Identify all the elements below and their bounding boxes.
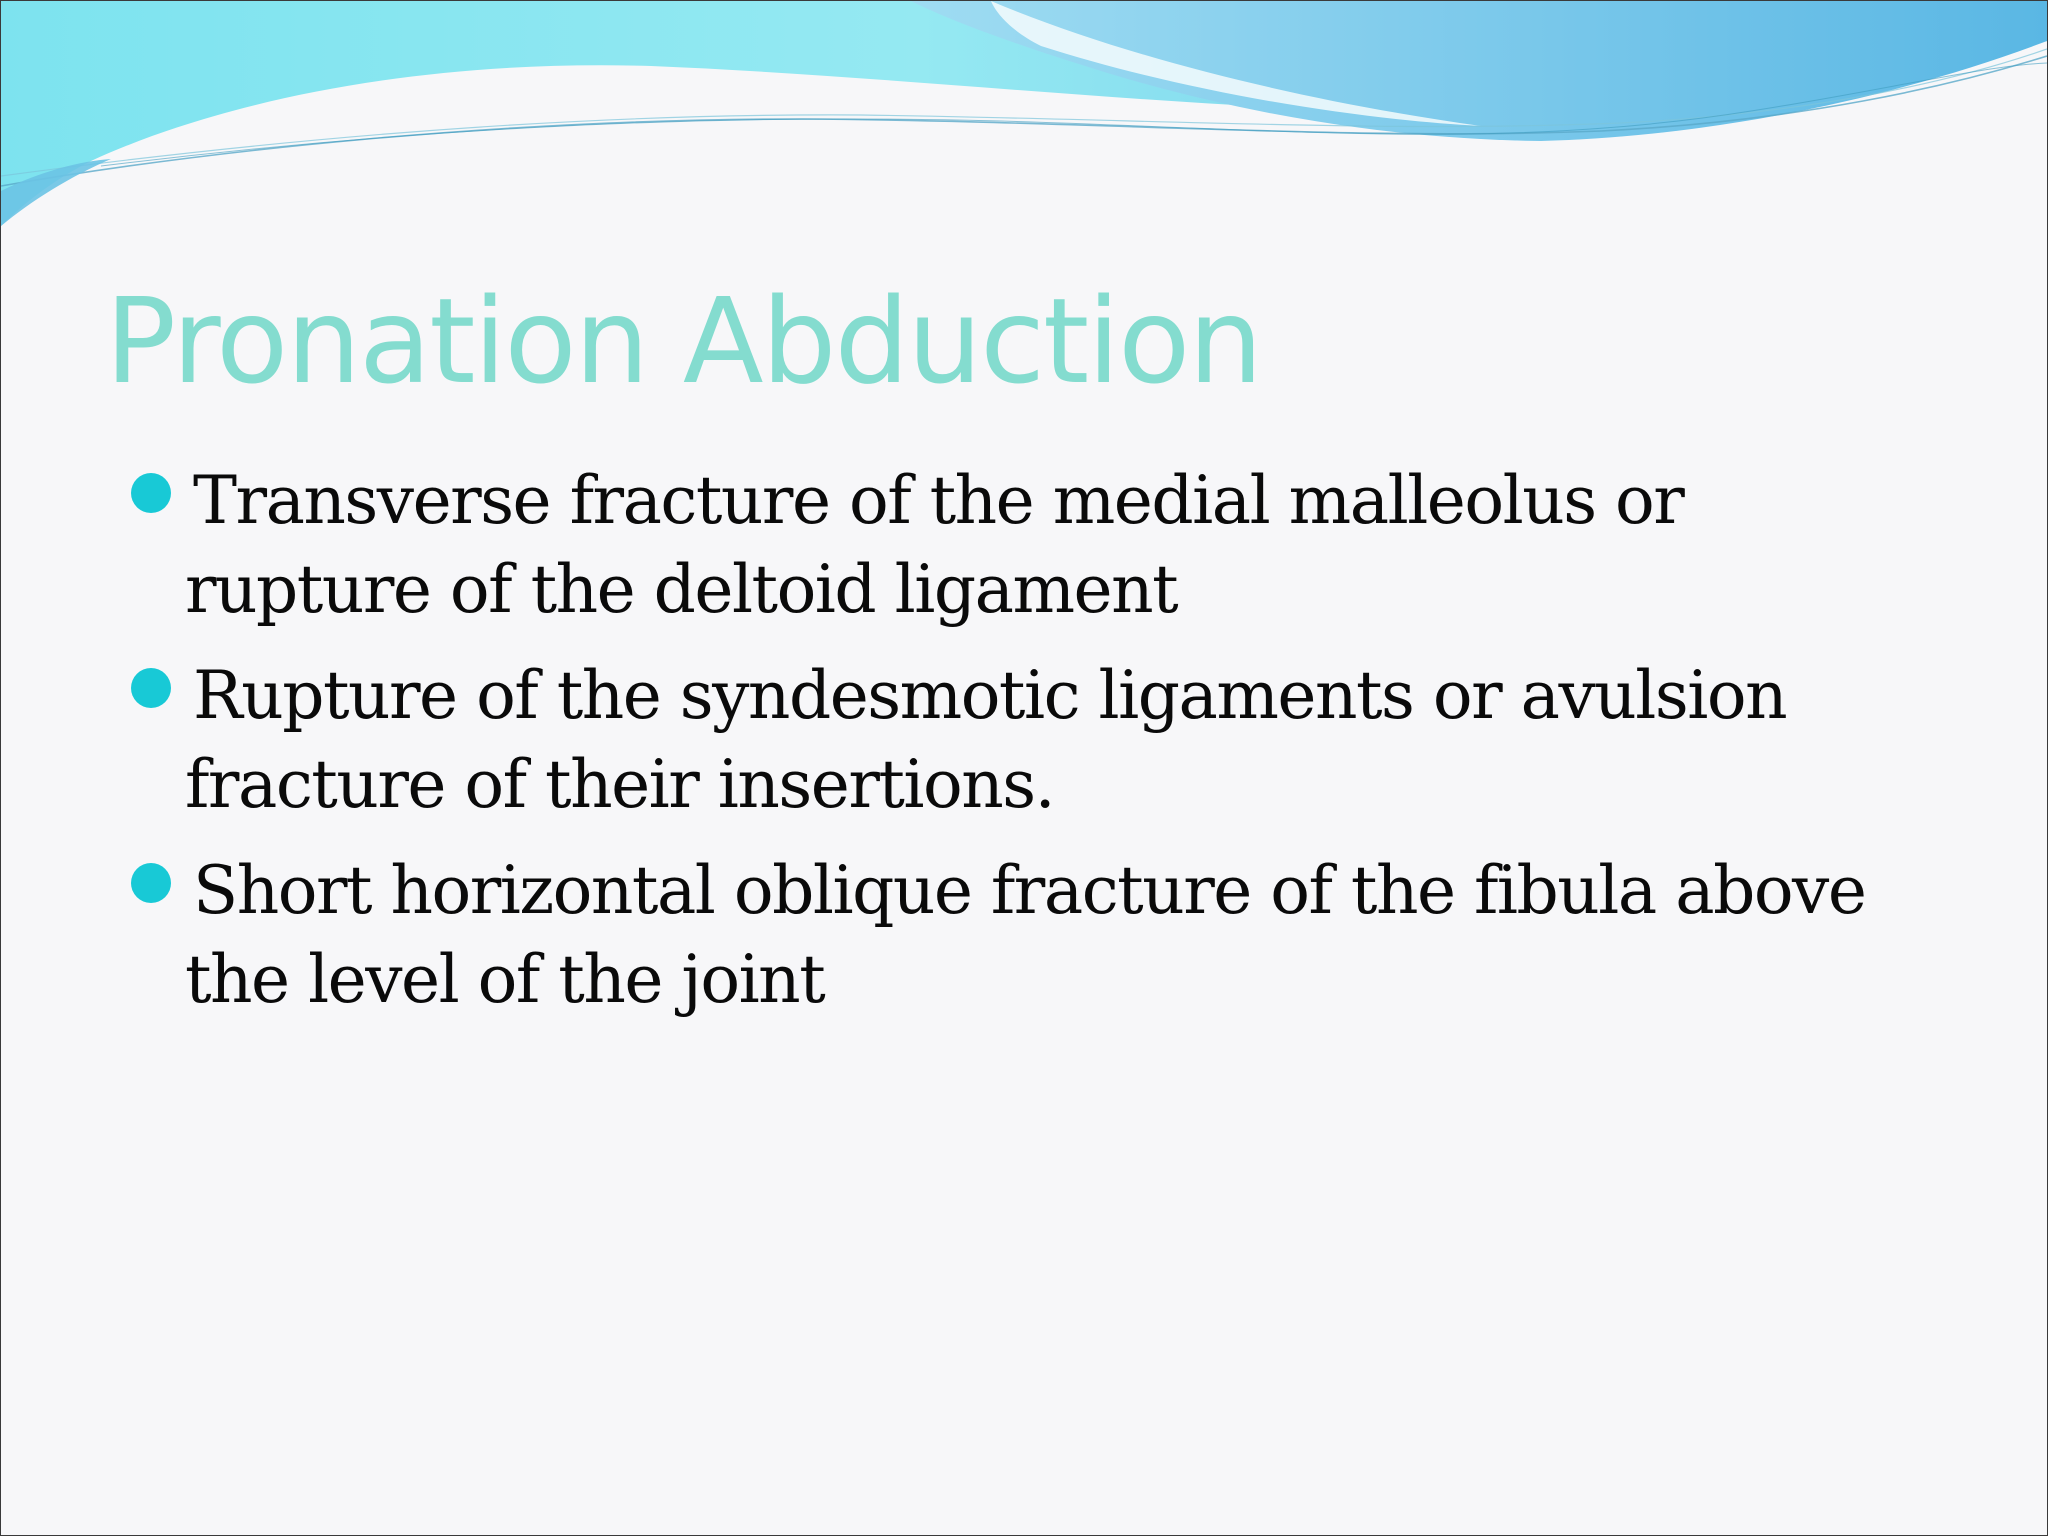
bullet-dot-icon (131, 473, 171, 513)
slide-title: Pronation Abduction (105, 272, 1262, 410)
bullet-item (127, 846, 1927, 1024)
bullet-text: Short horizontal oblique fracture of the fibula above the level of the joint (185, 852, 1866, 1018)
bullet-item (127, 456, 1927, 634)
bullet-dot-icon (131, 863, 171, 903)
bullet-text: Rupture of the syndesmotic ligaments or avulsion fracture of their insertions. (185, 657, 1787, 823)
bullet-dot-icon (131, 668, 171, 708)
bullet-item (127, 651, 1927, 829)
header-wave-decoration (1, 1, 2047, 241)
bullet-text: Transverse fracture of the medial malleolus or rupture of the deltoid ligament (185, 462, 1684, 628)
bullet-list (127, 456, 1927, 1041)
